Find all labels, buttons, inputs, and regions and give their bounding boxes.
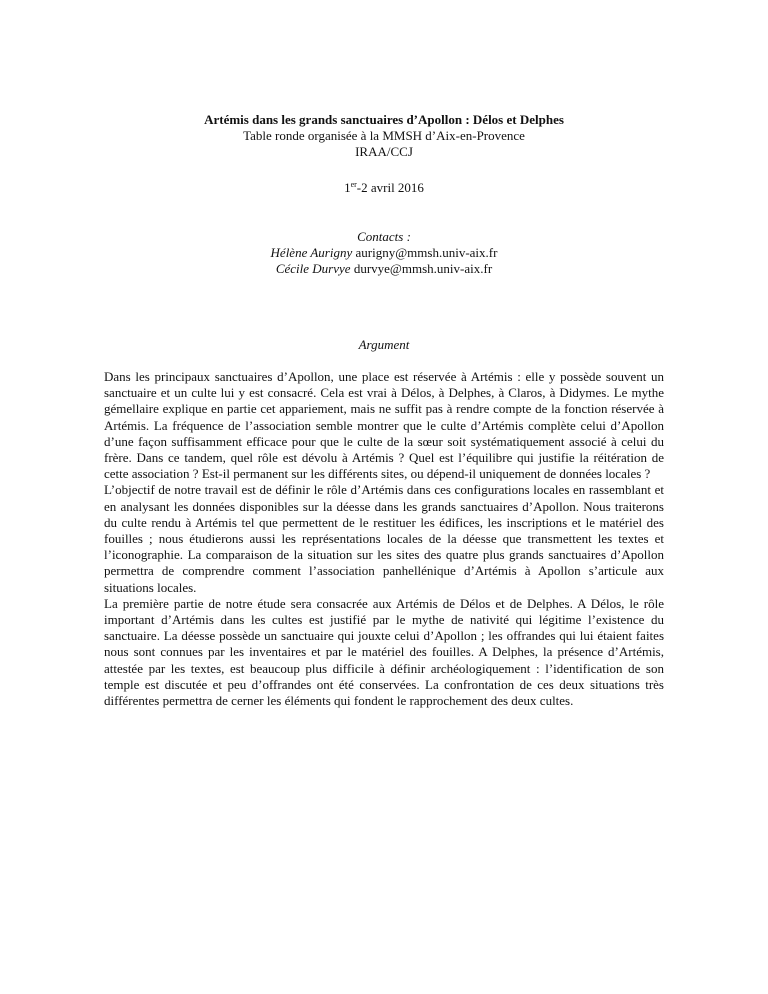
- contact-line: [0, 245, 768, 261]
- header-block: [0, 112, 768, 160]
- contact-email: durvye@mmsh.univ-aix.fr: [353, 261, 493, 276]
- date-superscript: er: [350, 180, 357, 189]
- contact-email: aurigny@mmsh.univ-aix.fr: [355, 245, 498, 260]
- date-rest: -2 avril 2016: [356, 180, 424, 195]
- contacts-heading: Contacts :: [357, 229, 411, 244]
- document-subtitle: Table ronde organisée à la MMSH d’Aix-en-Provence: [243, 128, 525, 143]
- date-day: 1: [344, 180, 351, 195]
- contact-name: Cécile Durvye: [275, 261, 351, 276]
- contact-name: Hélène Aurigny: [270, 245, 353, 260]
- document-title: Artémis dans les grands sanctuaires d’Apollon : Délos et Delphes: [204, 112, 564, 127]
- contact-line: [0, 261, 768, 277]
- argument-heading: Argument: [358, 337, 410, 352]
- paragraph: Dans les principaux sanctuaires d’Apollon, une place est réservée à Artémis : elle y possède souvent un sanctuaire et un culte lui y est consacré. Cela est vrai à Délos, à Delphes, à Claros, à Didymes. Le mythe gémellaire explique en partie cet appariement, mais ne suffit pas à rendre compte de la fonction réservée à Artémis. La fréquence de l’association semble montrer que le culte d’Artémis complète celui d’Apollon d’une façon suffisamment efficace pour que le culte de la sœur soit systématiquement associé à celui du frère. Dans ce tandem, quel rôle est dévolu à Artémis ? Quel est l’équilibre qui justifie la réitération de cette association ? Est-il permanent sur les différents sites, ou dépend-il uniquement de données locales ?: [104, 369, 664, 482]
- paragraph: La première partie de notre étude sera consacrée aux Artémis de Délos et de Delphes. A Délos, le rôle important d’Artémis dans les cultes est justifié par le mythe de nativité qui légitime l’existence du sanctuaire. La déesse possède un sanctuaire qui jouxte celui d’Apollon ; les offrandes qui lui étaient faites nous sont connues par les inventaires et par le matériel des fouilles. A Delphes, la présence d’Artémis, attestée par les textes, est beaucoup plus difficile à définir archéologiquement : l’identification de son temple est discutée et peu d’offrandes ont été conservées. La confrontation de ces deux situations très différentes permettra de cerner les éléments qui fondent le rapprochement des deux cultes.: [104, 595, 664, 709]
- contacts-block: [0, 229, 768, 277]
- paragraph: L’objectif de notre travail est de définir le rôle d’Artémis dans ces configurations locales en rassemblant et en analysant les données disponibles sur la déesse dans les grands sanctuaires d’Apollon. Nous traiterons du culte rendu à Artémis tel que permettent de le restituer les édifices, les inscriptions et le matériel des fouilles ; nous étudierons aussi les représentations locales de la déesse que transmettent les textes et l’iconographie. La comparaison de la situation sur les sites des quatre plus grands sanctuaires d’Apollon permettra de comprendre comment l’association panhellénique d’Artémis à Apollon s’articule aux situations locales.: [104, 482, 664, 595]
- argument-body: [104, 369, 664, 709]
- event-date: [0, 180, 768, 196]
- organization: IRAA/CCJ: [355, 144, 413, 159]
